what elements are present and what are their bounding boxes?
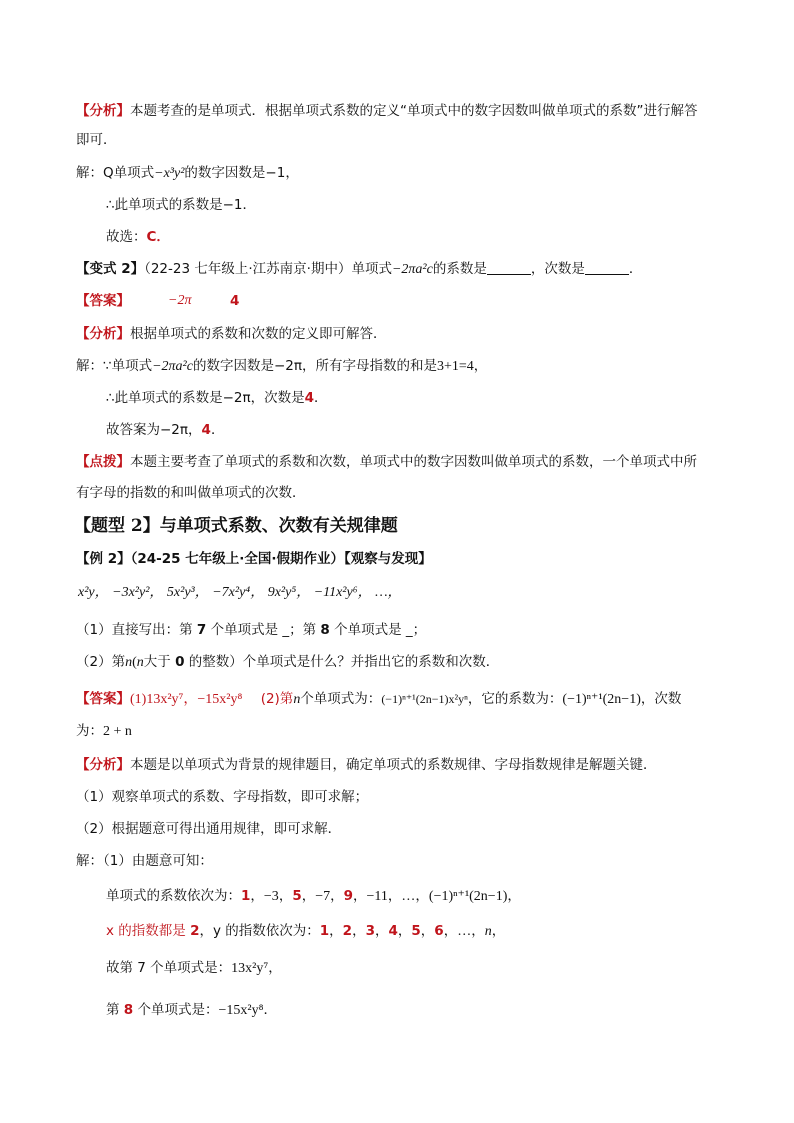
sequence-term: −3x²y²: [112, 585, 150, 600]
coefficient-value: …: [401, 889, 416, 904]
answer-value: −2π: [168, 293, 192, 308]
exponent-value: 2: [342, 923, 353, 939]
variable-n: n: [136, 655, 144, 670]
term-index: 8: [123, 1002, 134, 1018]
answer-tag: 【答案】: [76, 293, 130, 309]
sequence-term: 5x²y³: [166, 585, 195, 600]
question-number: 0: [175, 654, 185, 670]
solution-3-intro: 解：（1）由题意可知：: [76, 853, 213, 869]
sequence-term: x²y: [78, 585, 95, 600]
variable-n: n: [125, 655, 133, 670]
term-8-line: [106, 1000, 277, 1021]
solution-text: 第: [106, 1002, 124, 1018]
tip-text: 本题主要考查了单项式的系数和次数，单项式中的数字因数叫做单项式的系数，一个单项式中所: [130, 454, 697, 470]
sequence-term: −11x²y⁶: [313, 585, 358, 600]
coefficient-value: −3: [263, 889, 279, 904]
solution-2-line-2: [106, 388, 328, 408]
answer-text: ，次数: [640, 691, 682, 707]
solution-text: 解：∵单项式: [76, 358, 153, 374]
coefficient-value: 1: [241, 888, 251, 904]
solution-text: 个单项式是：: [133, 1002, 219, 1018]
solution-1-line-3: [106, 227, 170, 247]
exponent-value: 1: [319, 923, 330, 939]
solution-text: ．: [314, 390, 328, 406]
answer-blank: [585, 260, 629, 275]
question-number: 7: [196, 622, 207, 638]
solution-text: ∴此单项式的系数是−2π，次数是: [106, 390, 305, 406]
answer-text: 为：: [76, 723, 103, 739]
question-text: 的系数是: [432, 261, 487, 277]
question-1: [76, 620, 426, 640]
answer-2-line: [76, 291, 240, 311]
exponent-value: 3: [365, 923, 375, 939]
solution-text: x 的指数都是: [106, 923, 191, 939]
term-7: 13x²y⁷: [231, 961, 269, 976]
question-text: ．: [628, 261, 643, 277]
coefficient-formula: (−1)ⁿ⁺¹(2n−1): [428, 889, 508, 904]
answer-text: (2)第: [260, 691, 294, 707]
sequence-term: …: [375, 585, 388, 600]
question-text: 的整数）个单项式是什么？并指出它的系数和次数．: [184, 654, 500, 670]
coefficient-value: −7: [315, 889, 331, 904]
example-source: （24-25 七年级上·全国·假期作业）【观察与发现】: [130, 551, 432, 567]
analysis-text: 本题考查的是单项式．根据单项式系数的定义“单项式中的数字因数叫做单项式的系数”进行解答: [130, 103, 698, 119]
analysis-paragraph-cont: [76, 130, 117, 150]
exponent-value: 2: [190, 923, 200, 939]
answer-value: 4: [230, 293, 240, 309]
term-8: −15x²y⁸: [218, 1003, 264, 1018]
solution-text: 解：Q单项式: [76, 165, 155, 181]
solution-text: 故选：: [106, 229, 147, 245]
example-tag: 【例 2】: [76, 551, 131, 567]
question-text: 个单项式是 _；第: [206, 622, 321, 638]
monomial-expression: −2πa²c: [152, 359, 193, 374]
variant-2-question: [76, 259, 642, 280]
solution-text: ，: [473, 358, 488, 374]
solution-1-line-2: [106, 195, 256, 215]
sequence-term: −7x²y⁴: [212, 585, 251, 600]
answer-tag: 【答案】: [76, 691, 130, 707]
solution-text: 故答案为−2π，: [106, 422, 202, 438]
question-text: （2）第: [76, 654, 126, 670]
coefficient-value: 9: [343, 888, 354, 904]
answer-choice: C．: [146, 229, 170, 245]
variable-n: n: [293, 692, 301, 707]
exponent-value: 5: [411, 923, 421, 939]
coefficient-sequence: 单项式的系数依次为：1，−3，5，−7，9，−11，…，(−1)ⁿ⁺¹(2n−1)，: [106, 888, 521, 904]
monomial-sequence: x²y， −3x²y²， 5x²y³， −7x²y⁴， 9x²y⁵， −11x²y⁶， …，: [78, 585, 402, 600]
monomial-expression: −x³y²: [154, 166, 185, 181]
solution-text: 故第 7 个单项式是：: [106, 960, 232, 976]
answer-part-1: (1)13x²y⁷，−15x²y⁸: [130, 692, 243, 707]
solution-text: ．: [210, 422, 225, 438]
section-heading: 【题型 2】与单项式系数、次数有关规律题: [74, 516, 398, 536]
analysis-2-line: [76, 324, 387, 344]
analysis-3-line: [76, 755, 657, 775]
variant-tag: 【变式 2】: [76, 261, 145, 277]
solution-text: 的数字因数是−2π，所有字母指数的和是: [192, 358, 437, 374]
solution-text: 的数字因数是−1，: [184, 165, 299, 181]
answer-text: ，它的系数为：: [467, 691, 563, 707]
solution-text: ∴此单项式的系数是−1．: [106, 197, 256, 213]
answer-3-line-1: [76, 689, 681, 710]
sequence-term: 9x²y⁵: [267, 585, 297, 600]
analysis-text: 根据单项式的系数和次数的定义即可解答．: [130, 326, 387, 342]
analysis-3-item-2: （2）根据题意可得出通用规律，即可求解．: [76, 821, 342, 837]
coefficient-value: −11: [366, 889, 388, 904]
monomial-expression: −2πa²c: [391, 262, 433, 277]
solution-text: ，y 的指数依次为：: [199, 923, 320, 939]
question-number: 8: [320, 622, 330, 638]
question-text: （1）直接写出：第: [76, 622, 197, 638]
tip-paragraph-cont: [76, 483, 306, 503]
question-text: 个单项式是 _；: [329, 622, 427, 638]
degree-formula: 2 + n: [103, 724, 132, 739]
solution-2-line-3: [106, 420, 224, 440]
tip-text-2: 有字母的指数的和叫做单项式的次数．: [76, 485, 306, 501]
answer-text: 个单项式为：: [300, 691, 382, 707]
question-text: ，次数是: [530, 261, 585, 277]
answer-value: 4: [304, 390, 315, 406]
exponent-sequence: x 的指数都是 2，y 的指数依次为：1，2，3，4，5，6，…，n，: [106, 923, 506, 939]
answer-blank: [487, 260, 531, 275]
exponent-value: n: [484, 924, 492, 939]
analysis-tag: 【分析】: [76, 326, 130, 342]
exponent-value: 4: [388, 923, 398, 939]
solution-text: ．: [263, 1002, 277, 1018]
solution-2-line-1: [76, 356, 487, 377]
analysis-3-item-1: （1）观察单项式的系数、字母指数，即可求解；: [76, 789, 369, 805]
solution-text: 单项式的系数依次为：: [106, 888, 241, 904]
term-7-line: 故第 7 个单项式是：13x²y⁷，: [106, 960, 282, 976]
analysis-text: 本题是以单项式为背景的规律题目，确定单项式的系数规律、字母指数规律是解题关键．: [130, 757, 657, 773]
answer-3-line-2: [76, 721, 132, 742]
tip-tag: 【点拨】: [76, 454, 130, 470]
tip-paragraph: [76, 452, 697, 472]
exponent-value: …: [457, 924, 472, 939]
variant-source: （22-23 七年级上·江苏南京·期中）单项式: [144, 261, 392, 277]
question-text: 大于: [143, 654, 176, 670]
question-2: [76, 652, 499, 673]
general-term-formula: (−1)ⁿ⁺¹(2n−1)x²yⁿ: [381, 692, 468, 706]
answer-value: 4: [201, 422, 211, 438]
exponent-value: 6: [434, 923, 444, 939]
question-text: (: [132, 655, 137, 670]
analysis-paragraph: [76, 101, 698, 121]
solution-1-line-1: [76, 163, 299, 184]
example-2-title: [76, 549, 432, 569]
coefficient-value: 5: [292, 888, 302, 904]
analysis-text-2: 即可．: [76, 132, 117, 148]
analysis-tag: 【分析】: [76, 103, 130, 119]
analysis-tag: 【分析】: [76, 757, 130, 773]
sum-expression: 3+1=4: [437, 359, 474, 374]
coefficient-formula: (−1)ⁿ⁺¹(2n−1): [562, 692, 641, 707]
